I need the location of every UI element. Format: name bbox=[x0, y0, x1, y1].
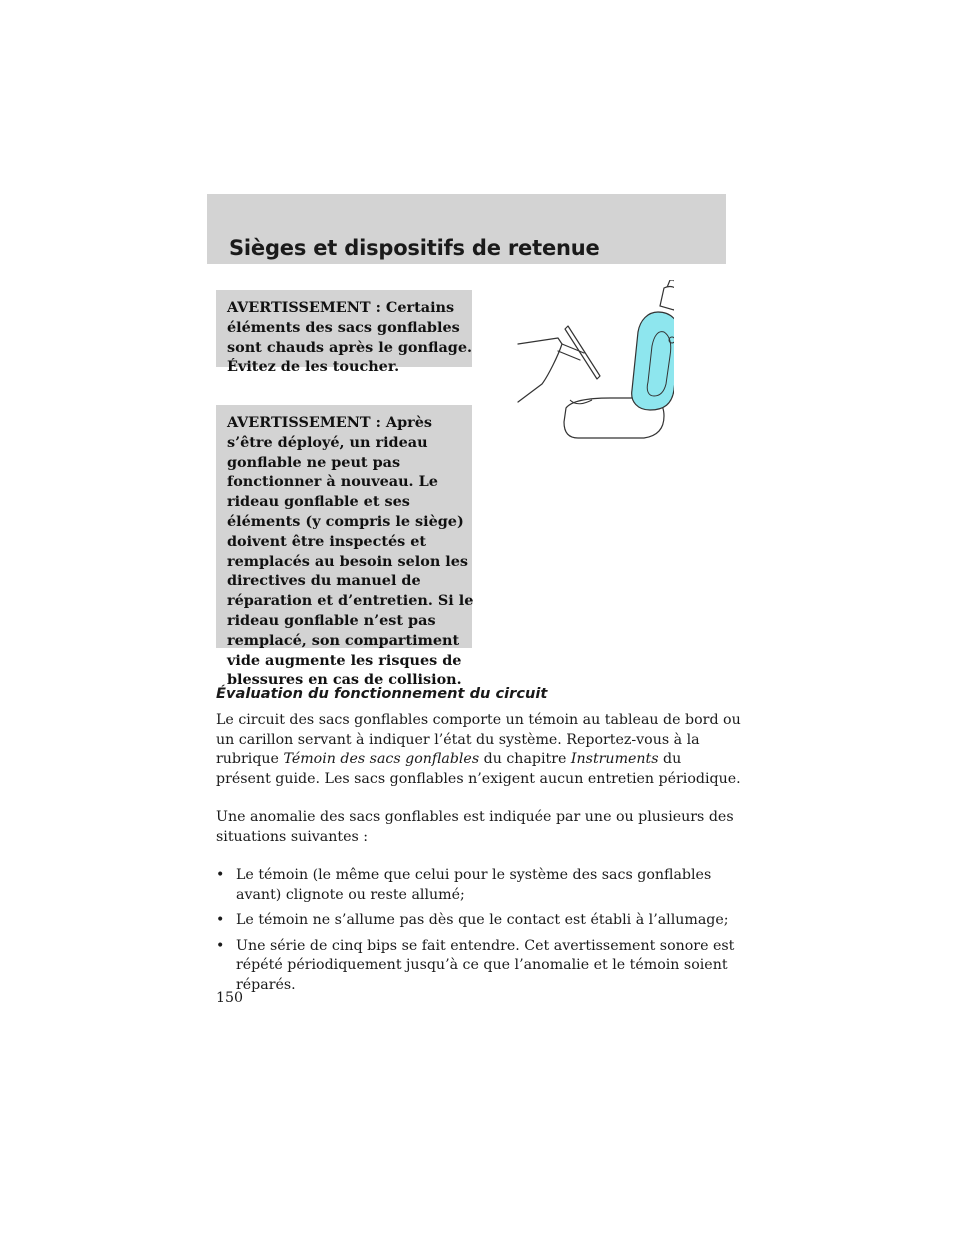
bullet-icon: • bbox=[216, 867, 225, 883]
warning-line: blessures en cas de collision. bbox=[227, 671, 462, 689]
list-item bbox=[216, 911, 728, 931]
text-run: rubrique bbox=[216, 751, 284, 768]
section-header-band bbox=[207, 194, 726, 264]
reference-instruments-chapter: Instruments bbox=[570, 751, 659, 768]
paragraph-malfunction-intro bbox=[216, 808, 734, 847]
warning-line: AVERTISSEMENT : Après bbox=[227, 414, 432, 431]
list-item-line: répété périodiquement jusqu’à ce que l’anomalie et le témoin soient bbox=[236, 957, 728, 974]
bullet-icon: • bbox=[216, 937, 225, 954]
section-heading: Évaluation du fonctionnement du circuit bbox=[216, 685, 548, 702]
reference-warning-light: Témoin des sacs gonflables bbox=[283, 751, 480, 768]
list-item-line: avant) clignote ou reste allumé; bbox=[236, 886, 465, 903]
warning-line: AVERTISSEMENT : Certains bbox=[227, 299, 455, 316]
warning-line: Évitez de les toucher. bbox=[227, 358, 400, 376]
warning-line: s’être déployé, un rideau bbox=[227, 433, 428, 451]
page-number: 150 bbox=[216, 990, 244, 1006]
bullet-icon: • bbox=[216, 912, 225, 929]
warning-box-hot-components bbox=[216, 290, 473, 376]
warning-line: directives du manuel de bbox=[227, 572, 421, 590]
text-run: du chapitre bbox=[479, 751, 571, 768]
malfunction-bullet-list bbox=[216, 866, 735, 1002]
seat-side-airbag-illustration bbox=[514, 280, 674, 442]
page-title: Sièges et dispositifs de retenue bbox=[229, 236, 600, 260]
warning-line: remplacé, son compartiment bbox=[227, 631, 460, 649]
paragraph-line: situations suivantes : bbox=[216, 828, 369, 845]
paragraph-line: un carillon servant à indiquer l’état du système. Reportez-vous à la bbox=[216, 731, 700, 748]
warning-line: fonctionner à nouveau. Le bbox=[227, 473, 438, 491]
warning-line: vide augmente les risques de bbox=[227, 651, 462, 669]
paragraph-line: Le circuit des sacs gonflables comporte un témoin au tableau de bord ou bbox=[216, 712, 741, 728]
warning-line: sont chauds après le gonflage. bbox=[227, 338, 473, 356]
warning-line: gonflable ne peut pas bbox=[227, 453, 401, 471]
warning-line: rideau gonflable et ses bbox=[227, 493, 410, 511]
list-item-line: réparés. bbox=[236, 976, 296, 993]
paragraph-circuit-description bbox=[216, 711, 741, 789]
list-item-line: Le témoin ne s’allume pas dès que le contact est établi à l’allumage; bbox=[236, 912, 729, 929]
list-item-line: Une série de cinq bips se fait entendre. Cet avertissement sonore est bbox=[236, 937, 735, 954]
text-run: du bbox=[658, 751, 682, 768]
side-airbag-icon bbox=[632, 312, 674, 410]
paragraph-line-with-references bbox=[216, 750, 728, 770]
warning-line: éléments des sacs gonflables bbox=[227, 318, 460, 336]
list-item bbox=[216, 866, 728, 905]
warning-line: éléments (y compris le siège) bbox=[227, 512, 464, 530]
list-item bbox=[216, 937, 735, 996]
warning-line: doivent être inspectés et bbox=[227, 532, 427, 550]
warning-line: réparation et d’entretien. Si le bbox=[227, 592, 474, 610]
warning-box-curtain-replacement bbox=[216, 405, 474, 689]
steering-wheel-icon bbox=[518, 326, 600, 402]
warning-line: rideau gonflable n’est pas bbox=[227, 611, 436, 629]
paragraph-line: Une anomalie des sacs gonflables est indiquée par une ou plusieurs des bbox=[216, 809, 734, 825]
warning-line: remplacés au besoin selon les bbox=[227, 552, 469, 570]
list-item-line: Le témoin (le même que celui pour le système des sacs gonflables bbox=[236, 867, 712, 883]
paragraph-line: présent guide. Les sacs gonflables n’exigent aucun entretien périodique. bbox=[216, 770, 741, 787]
